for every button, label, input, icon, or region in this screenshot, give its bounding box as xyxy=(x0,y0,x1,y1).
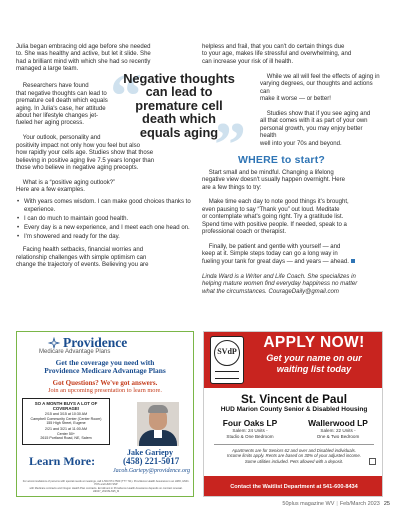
providence-headline: Get the coverage you need with Providence Medicare Advantage Plans xyxy=(44,358,166,376)
schedule-title: SO A MONTH BUYS A LOT OF COVERAGE! xyxy=(34,401,98,412)
paragraph-outlook: Your outlook, personality and positivity impact not only how you feel but also how rapidly your cells age. Studies show that those believing in positive aging live 7.5 years longer than those who believe in negative aging precepts. xyxy=(16,135,155,172)
list-item: • I'm showered and ready for the day. xyxy=(16,234,194,241)
property-wallerwood: Wallerwood LP Salem: 22 Units - One & Two Bedroom xyxy=(308,418,368,439)
divider xyxy=(214,444,374,445)
contact-waitlist-bar[interactable]: Contact the Waitlist Department at 541-600-8434 xyxy=(204,476,383,497)
presentation-schedule-box xyxy=(22,398,110,445)
author-byline: Linda Ward is a Writer and Life Coach. She specializes in helping mature women find everyday happiness no matter what the circumstances. CourageDaily@gmail.com xyxy=(202,273,358,295)
learn-more-heading: Learn More: xyxy=(29,454,96,468)
providence-questions: Got Questions? We've got answers. xyxy=(52,378,158,387)
apply-now-heading: APPLY NOW! xyxy=(263,334,365,351)
st-vincent-ad[interactable] xyxy=(203,331,383,497)
paragraph-make-time: Make time each day to note good things it's brought, even pausing to say “Thank you” out loud. Meditate or contemplate what's going right. Try a gratitude list. Spend time with positive people. If needed, speak to a professional coach or therapist. xyxy=(202,199,349,236)
agent-photo xyxy=(137,402,179,446)
list-item: • Every day is a new experience, and I meet each one head on. xyxy=(16,225,194,232)
paragraph-setbacks: Facing health setbacks, financial worries and relationship challenges with simple optimism can change the trajectory of events. Believing you are xyxy=(16,247,149,269)
paragraph-positive-outlook: What is a “positive aging outlook?” Here are a few examples. xyxy=(16,179,116,194)
close-quote-icon: ” xyxy=(214,109,246,181)
providence-presentation: Join an upcoming presentation to learn more. xyxy=(48,386,162,394)
svdp-logo-icon: SVdP xyxy=(210,336,244,384)
issue-date: Feb/March 2023 xyxy=(339,501,380,507)
agent-phone[interactable]: (458) 221-5017 xyxy=(123,456,180,466)
svdp-hud-subtitle: HUD Marion County Senior & Disabled Housing xyxy=(220,406,368,413)
agent-email[interactable]: Jacob.Gariepy@providence.org xyxy=(113,468,191,474)
agent-name: Jake Gariepy xyxy=(127,448,173,457)
page-footer: 50plus magazine WV | Feb/March 2023 25 xyxy=(282,501,390,507)
examples-list xyxy=(16,199,194,241)
magazine-name: 50plus magazine WV xyxy=(282,501,335,507)
article-right-column xyxy=(202,44,380,304)
providence-fine-print: For accommodations of persons with special needs at meetings, call 1-503-574-7500 (TTY 711). Providence Health Assurance is an HMO, HMO-POS and HMO SNP with Medicare contracts and Oregon Health Plan contracts. Enrollment in Providence Health Assurance depends on contract renewal. H9047_2023SLS95_M xyxy=(22,480,190,493)
schedule-eugene: 2/15 and 3/15 at 10:30 AM Campbell Community Center (Center Room) 155 High Street, Eugene xyxy=(30,412,102,426)
providence-brand: Providence xyxy=(63,335,128,350)
section-heading: WHERE to start? xyxy=(238,153,325,166)
waiting-list-tagline: Get your name on our waiting list today xyxy=(266,353,362,374)
schedule-salem: 2/21 and 3/21 at 11:00 AM Center 50+ 2615 Portland Road, NE, Salem xyxy=(40,427,92,440)
paragraph-intro: Julia began embracing old age before she needed to. She was healthy and active, but let it slide. She had a brilliant mind with which she had so recently managed a large team. xyxy=(16,44,151,73)
providence-star-icon xyxy=(47,336,61,350)
providence-ad[interactable] xyxy=(16,331,194,497)
property-four-oaks: Four Oaks LP Salem: 24 Units - Studio & One Bedroom xyxy=(222,418,278,439)
list-item: • With years comes wisdom. I can make good choices thanks to experience. xyxy=(16,199,194,214)
paragraph-research: Researchers have found that negative thoughts can lead to premature cell death which equals aging. In Julia's case, her attitude about her lifestyle changes jet- fueled her aging process. xyxy=(16,83,108,127)
paragraph-finally: Finally, be patient and gentle with yourself — and keep at it. Simple steps today can go a long way in fueling your tank for great days — and years — ahead. xyxy=(202,244,380,266)
paragraph-helpless: helpless and frail, that you can't do certain things due to your age, makes life stressful and overwhelming, and can increase your risk of ill health. xyxy=(202,44,352,65)
paragraph-start-small: Start small and be mindful. Changing a lifelong negative view doesn't usually happen overnight. Here are a few things to try: xyxy=(202,169,346,191)
svdp-name: St. Vincent de Paul xyxy=(241,392,347,406)
page-number: 25 xyxy=(383,501,390,507)
list-item: • I can do much to maintain good health. xyxy=(16,216,194,223)
open-quote-icon: “ xyxy=(110,60,142,131)
equal-housing-icon xyxy=(369,458,376,465)
end-mark-icon xyxy=(351,259,355,263)
providence-logo xyxy=(17,332,193,350)
providence-subtitle: Medicare Advantage Plans xyxy=(39,349,111,355)
eligibility-note: Apartments are for Seniors 62 and over and Disabled individuals. Income limits apply. Rents are based on 30% of your adjusted income. Some utilities included. Pets allowed with a deposit. xyxy=(227,448,361,464)
pull-quote-text: Negative thoughts can lead to premature cell death which equals aging xyxy=(123,71,235,140)
paragraph-effects: While we all will feel the effects of aging in varying degrees, our thoughts and actions can make it worse — or better! xyxy=(260,73,380,103)
paragraph-studies: Studies show that if you see aging and all that comes with it as part of your own personal growth, you may enjoy better health well into your 70s and beyond. xyxy=(260,110,371,147)
